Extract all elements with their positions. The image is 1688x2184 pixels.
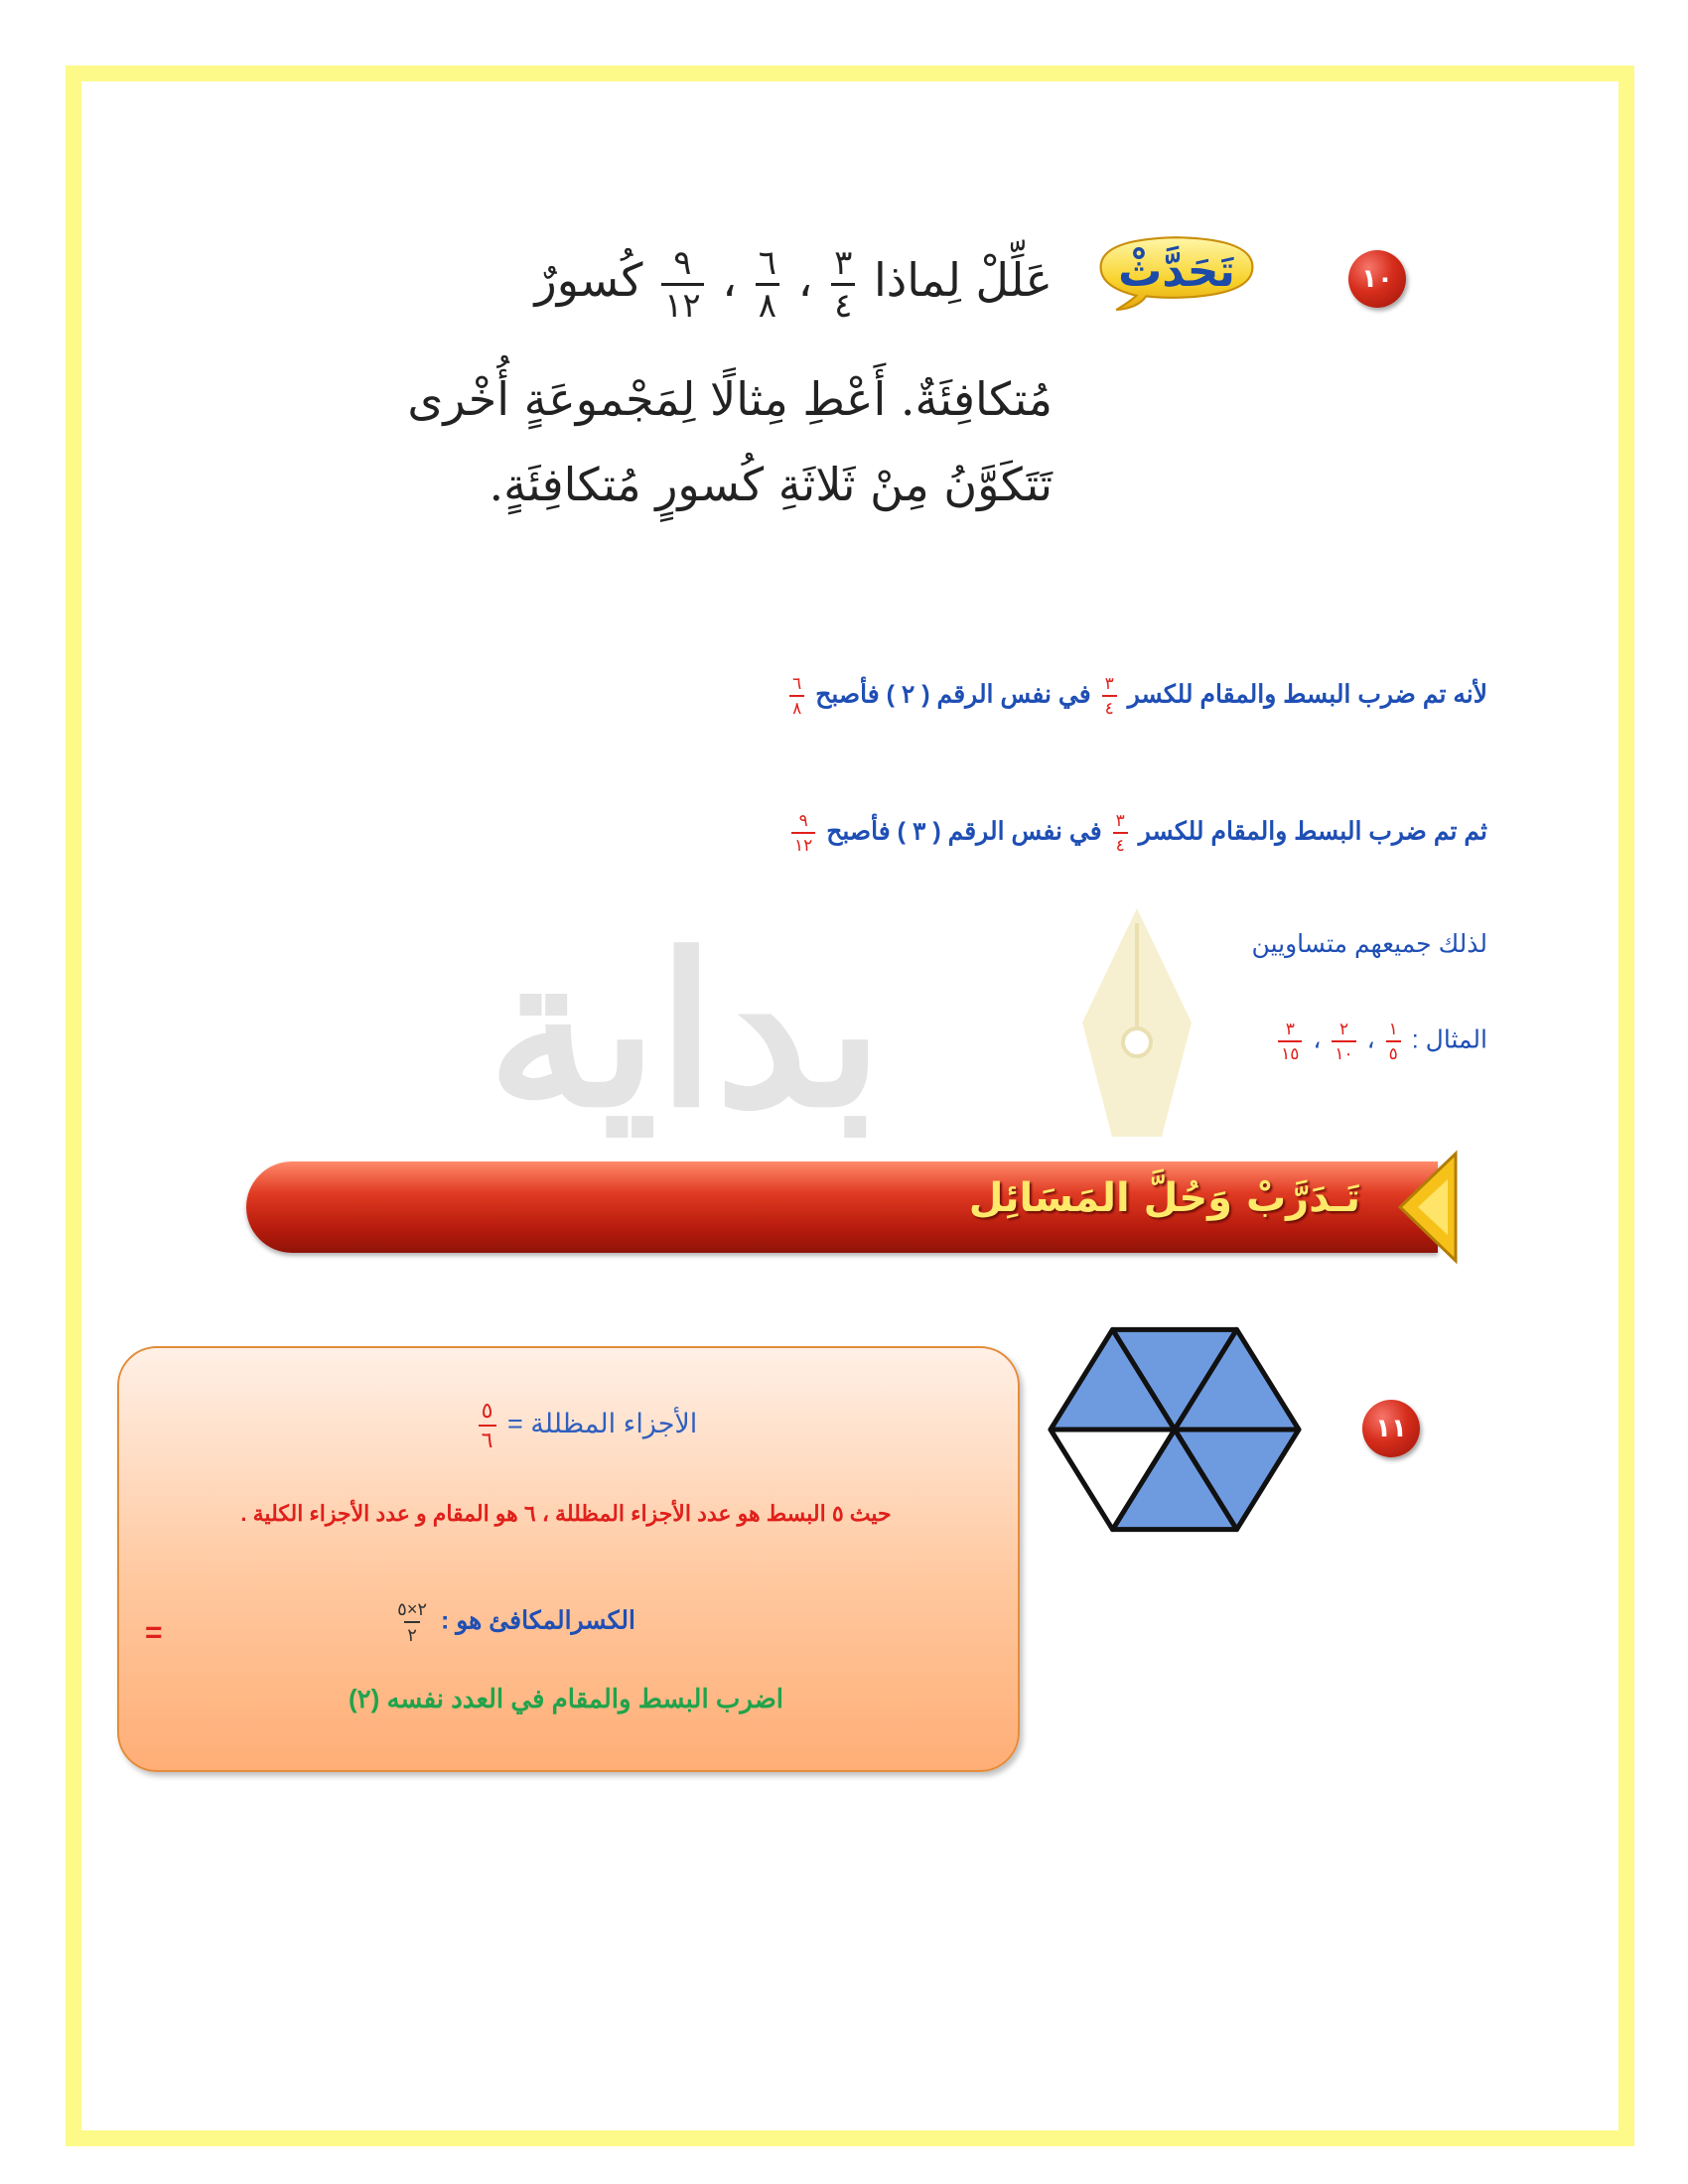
solution-line2: حيث ٥ البسط هو عدد الأجزاء المظللة ، ٦ هو المقام و عدد الأجزاء الكلية . (240, 1501, 892, 1526)
answer-line2: ثم تم ضرب البسط والمقام للكسر $\frac{٣}{٤}$ في نفس الرقم ( ٣ ) فأصبح $\frac{٩}{١٢}$ (296, 812, 1487, 854)
answer-fraction: $\frac{٣}{٤}$ (1102, 675, 1117, 717)
solution-eq-sign: = (145, 1616, 163, 1649)
example-fraction: $\frac{٣}{١٥}$ (1278, 1021, 1302, 1062)
equivalent-fraction: $\frac{٢\times ٥}{٢}$ (397, 1599, 428, 1645)
hexagon-figure (1041, 1310, 1309, 1549)
question-fraction: $\frac{٦}{٨}$ (756, 246, 779, 323)
banner-arrow-icon (1390, 1150, 1460, 1265)
example-fraction: $\frac{١}{٥}$ (1386, 1021, 1401, 1062)
question-text-b: كُسورٌ (534, 253, 643, 307)
example-fraction: $\frac{٢}{١٠}$ (1332, 1021, 1355, 1062)
solution-line3: الكسرالمكافئ هو : $\frac{٢\times ٥}{٢}$ (278, 1600, 635, 1644)
question-text-a: عَلِّلْ لِماذا (873, 253, 1053, 307)
exercise-number-badge: ١١ (1362, 1400, 1420, 1457)
bubble-label: تَحَدَّثْ (1118, 246, 1235, 297)
answer-line3: لذلك جميعهم متساويين (1251, 930, 1487, 958)
separator: ، (797, 253, 813, 307)
banner-title: تَـدَرَّبْ وَحُلَّ المَسَائِل (968, 1175, 1360, 1221)
solution-fraction: $\frac{٥}{٦}$ (479, 1400, 496, 1451)
answer-result-fraction: $\frac{٦}{٨}$ (789, 675, 804, 717)
answer-example: المثال : $\frac{١}{٥}$ ، $\frac{٢}{١٠}$ ، $\frac{٣}{١٥}$ (693, 1021, 1487, 1062)
question-line1 (298, 238, 1053, 326)
solution-line1: الأجزاء المظللة = $\frac{٥}{٦}$ (357, 1400, 814, 1451)
watermark-logo: بداية (487, 915, 884, 1149)
question-number-badge: ١٠ (1348, 250, 1406, 308)
question-fraction: $\frac{٩}{١٢}$ (661, 246, 704, 323)
answer-line1: لأنه تم ضرب البسط والمقام للكسر $\frac{٣}{٤}$ في نفس الرقم ( ٢ ) فأصبح $\frac{٦}{٨}$ (296, 675, 1487, 717)
answer-result-fraction: $\frac{٩}{١٢}$ (791, 812, 815, 854)
answer-fraction: $\frac{٣}{٤}$ (1113, 812, 1128, 854)
question-line2: مُتكافِئَةٌ. أَعْطِ مِثالًا لِمَجْموعَةٍ أُخْرى (407, 372, 1053, 426)
question-line3: تَتَكَوَّنُ مِنْ ثَلاثَةِ كُسورٍ مُتكافِئَةٍ. (489, 458, 1053, 511)
separator: ، (722, 253, 738, 307)
solution-line4: اضرب البسط والمقام في العدد نفسه (٢) (348, 1684, 784, 1713)
question-fraction: $\frac{٣}{٤}$ (831, 246, 855, 323)
